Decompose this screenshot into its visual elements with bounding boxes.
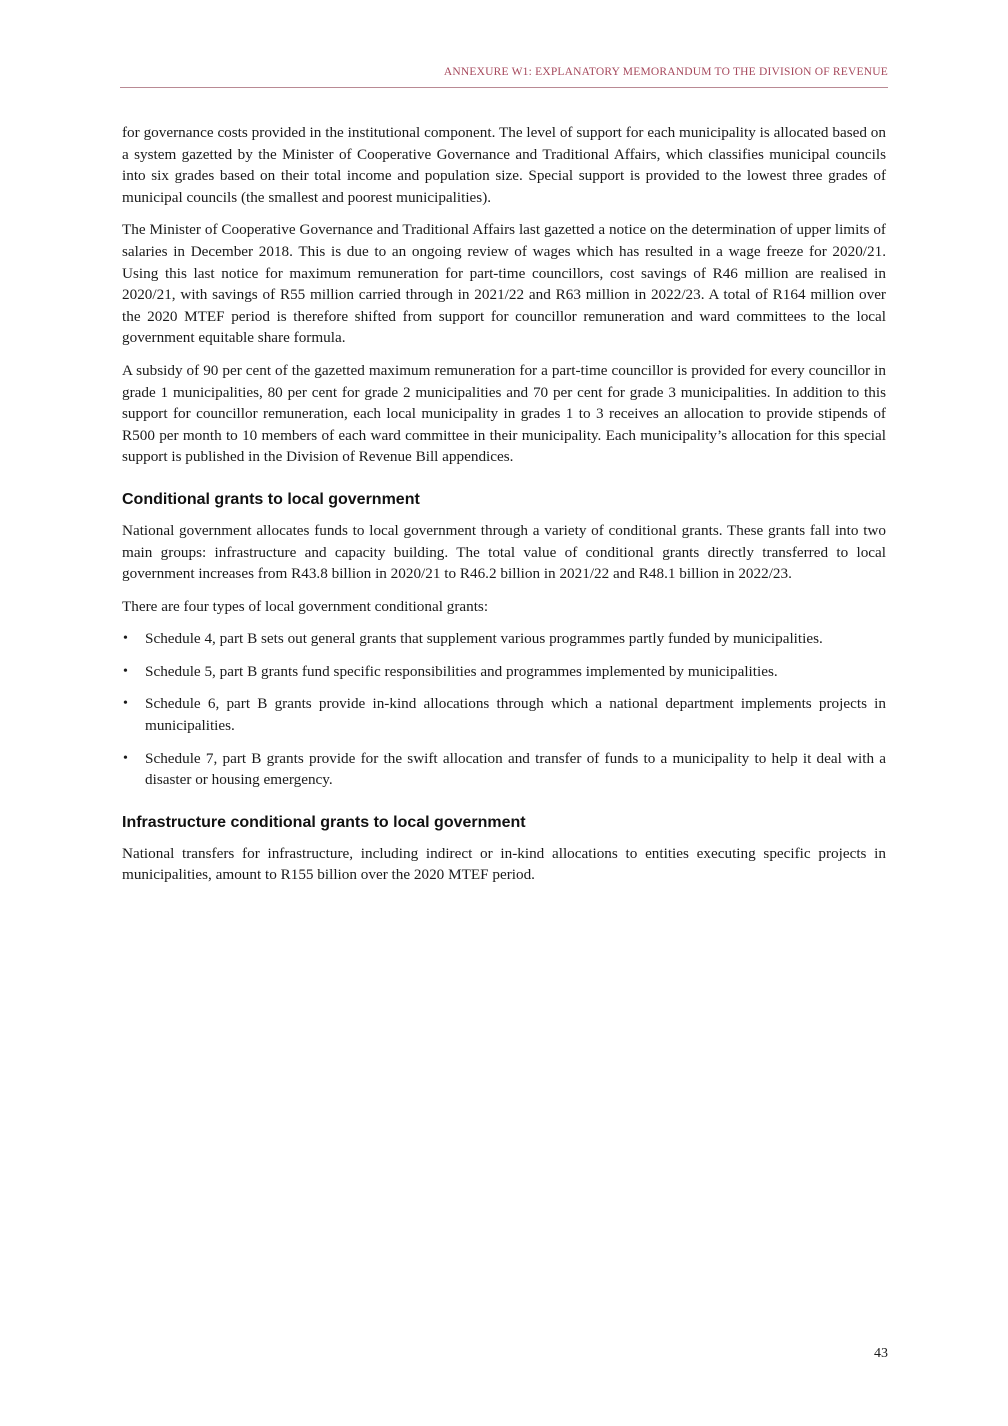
- running-header: ANNEXURE W1: EXPLANATORY MEMORANDUM TO THE DIVISION OF REVENUE: [443, 66, 888, 78]
- paragraph-infrastructure-transfers: National transfers for infrastructure, including indirect or in-kind allocations to entities executing specific projects in municipalities, amount to R155 billion over the 2020 MTEF period.: [122, 844, 886, 884]
- page-content: [122, 122, 886, 897]
- bullet-icon: •: [123, 750, 128, 766]
- bullet-icon: •: [123, 663, 128, 679]
- bullet-icon: •: [123, 696, 128, 712]
- bullet-icon: •: [123, 631, 128, 647]
- heading-infrastructure-grants: Infrastructure conditional grants to local government: [122, 813, 526, 831]
- heading-conditional-grants: Conditional grants to local government: [122, 490, 420, 508]
- paragraph-conditional-grants: National government allocates funds to local government through a variety of conditional grants. These grants fall into two main groups: infrastructure and capacity building. The total value of conditional grants directly transferred to local government increases from R43.8 billion in 2020/21 to R46.2 billion in 2021/22 and R48.1 billion in 2022/23.: [122, 521, 886, 583]
- list-item-text: Schedule 5, part B grants fund specific responsibilities and programmes implemented by municipalities.: [145, 662, 778, 680]
- list-item-text: Schedule 7, part B grants provide for the swift allocation and transfer of funds to a municipality to help it deal with a disaster or housing emergency.: [145, 749, 886, 789]
- paragraph-salary-limits: The Minister of Cooperative Governance and Traditional Affairs last gazetted a notice on the determination of upper limits of salaries in December 2018. This is due to an ongoing review of wages which has resulted in a wage freeze for 2020/21. Using this last notice for maximum remuneration for part-time councillors, cost savings of R46 million are realised in 2020/21, with savings of R55 million carried through in 2021/22 and R63 million in 2022/23. A total of R164 million over the 2020 MTEF period is therefore shifted from support for councillor remuneration and ward committees to the local government equitable share formula.: [122, 221, 886, 347]
- page-number: 43: [874, 1346, 888, 1361]
- grant-types-list: [122, 628, 886, 791]
- header-divider: [120, 87, 888, 88]
- paragraph-subsidy: A subsidy of 90 per cent of the gazetted maximum remuneration for a part-time councillor is provided for every councillor in grade 1 municipalities, 80 per cent for grade 2 municipalities and 70 per cent for grade 3 municipalities. In addition to this support for councillor remuneration, each local municipality in grades 1 to 3 receives an allocation to provide stipends of R500 per month to 10 members of each ward committee in their municipality. Each municipality’s allocation for this special support is published in the Division of Revenue Bill appendices.: [122, 361, 886, 466]
- list-item: [122, 748, 886, 791]
- paragraph-governance-costs: for governance costs provided in the institutional component. The level of support for each municipality is allocated based on a system gazetted by the Minister of Cooperative Governance and Traditional Affairs, which classifies municipal councils into six grades based on their total income and population size. Special support is provided to the lowest three grades of municipal councils (the smallest and poorest municipalities).: [122, 124, 886, 206]
- list-item: [122, 628, 886, 650]
- list-item-text: Schedule 4, part B sets out general grants that supplement various programmes partly funded by municipalities.: [145, 630, 823, 648]
- list-item-text: Schedule 6, part B grants provide in-kind allocations through which a national department implements projects in municipalities.: [145, 695, 886, 735]
- list-item: [122, 693, 886, 736]
- list-item: [122, 661, 886, 683]
- paragraph-grant-types-intro: There are four types of local government conditional grants:: [122, 597, 489, 615]
